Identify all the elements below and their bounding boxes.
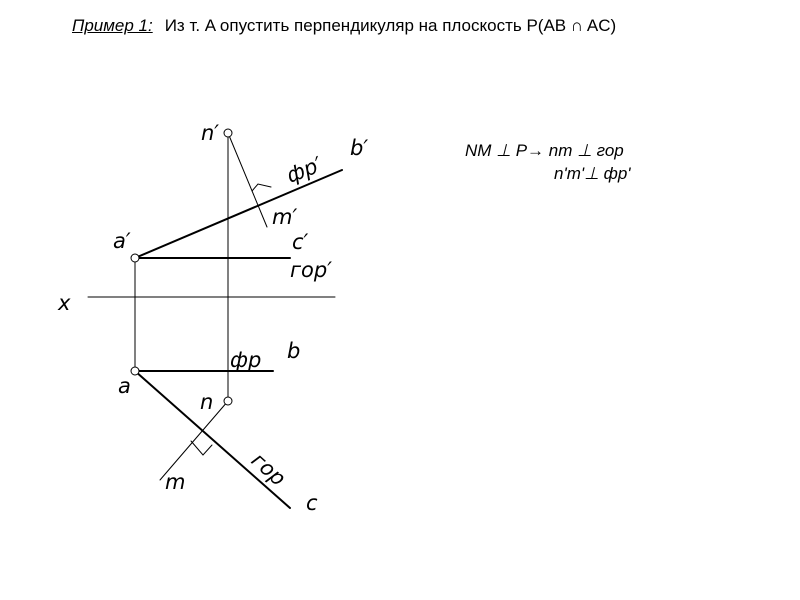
label-fr: фр bbox=[230, 348, 262, 372]
right-angle-mark-frontal bbox=[252, 184, 271, 191]
example-label: Пример 1: bbox=[72, 16, 153, 35]
label-x-axis: x bbox=[58, 291, 71, 315]
point-n-prime bbox=[224, 129, 232, 137]
label-b-prime: b′ bbox=[350, 136, 369, 160]
note-line-2: n'm'⊥ фр' bbox=[554, 164, 631, 183]
label-fr-prime: фр′ bbox=[283, 152, 326, 188]
line-a-prime-b-prime bbox=[135, 170, 342, 258]
label-n: n bbox=[200, 390, 214, 414]
line-n-m bbox=[160, 401, 228, 480]
label-m: m bbox=[165, 470, 186, 494]
point-n bbox=[224, 397, 232, 405]
line-n-prime-m-prime bbox=[228, 133, 267, 227]
label-gor: гор bbox=[246, 447, 291, 491]
task-text: Из т. A опустить перпендикуляр на плоскость P(AB ∩ AC) bbox=[164, 16, 617, 35]
note-line-1: NM ⊥ P→ nm ⊥ гор bbox=[465, 141, 624, 160]
right-angle-mark-horizontal bbox=[191, 441, 212, 455]
point-a bbox=[131, 367, 139, 375]
label-a-prime: a′ bbox=[113, 229, 131, 253]
point-a-prime bbox=[131, 254, 139, 262]
label-n-prime: n′ bbox=[201, 121, 220, 145]
label-b: b bbox=[287, 339, 301, 363]
label-a: a bbox=[118, 374, 131, 398]
label-gor-prime: гор′ bbox=[290, 258, 332, 282]
label-m-prime: m′ bbox=[272, 205, 298, 229]
label-c-prime: c′ bbox=[292, 230, 309, 254]
label-c: c bbox=[306, 491, 318, 515]
